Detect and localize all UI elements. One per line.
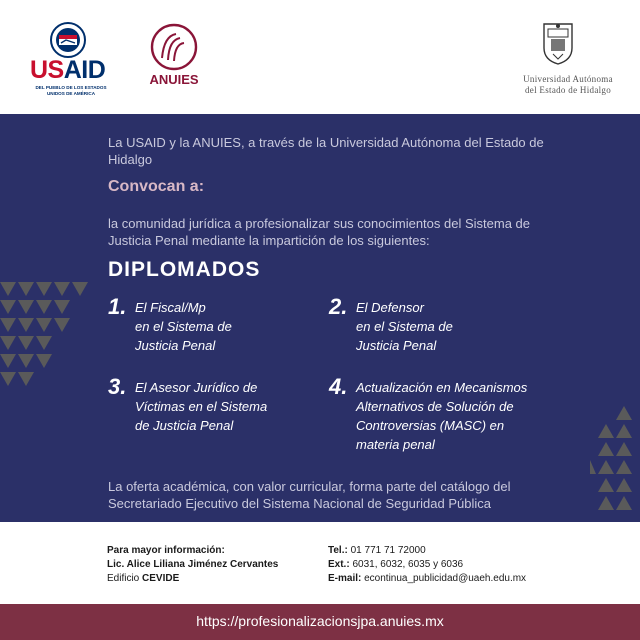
website-link[interactable]: https://profesionalizacionsjpa.anuies.mx — [196, 613, 444, 629]
contact-name: Lic. Alice Liliana Jiménez Cervantes — [107, 559, 279, 570]
convocan-heading: Convocan a: — [108, 178, 205, 195]
course-number: 1. — [108, 294, 127, 319]
announcement-panel — [0, 114, 640, 522]
anuies-wordmark: ANUIES — [149, 72, 199, 87]
course-number: 4. — [329, 374, 348, 399]
call-description: la comunidad jurídica a profesionalizar sus conocimientos del Sistema de Justicia Penal mediante la impartición de los siguientes: — [108, 216, 530, 248]
contact-person — [107, 544, 278, 586]
uaeh-name: Universidad Autónoma del Estado de Hidalgo — [523, 74, 613, 95]
contact-heading: Para mayor información: — [107, 545, 225, 556]
contact-details — [328, 544, 526, 586]
contact-section — [0, 522, 640, 604]
contact-phone[interactable]: Tel.: 01 771 71 72000 — [328, 545, 426, 556]
course-title: Actualización en Mecanismos Alternativos de Solución de Controversias (MASC) en materia penal — [356, 380, 528, 452]
anuies-logo — [142, 22, 206, 94]
anuies-emblem-icon — [142, 22, 206, 72]
course-title: El Defensor en el Sistema de Justicia Penal — [356, 300, 453, 353]
course-title: El Fiscal/Mp en el Sistema de Justicia Penal — [135, 300, 232, 353]
contact-email[interactable]: E-mail: econtinua_publicidad@uaeh.edu.mx — [328, 573, 527, 584]
contact-building: Edificio CEVIDE — [107, 573, 180, 584]
header — [0, 0, 640, 114]
intro-text: La USAID y la ANUIES, a través de la Universidad Autónoma del Estado de Hidalgo — [108, 135, 544, 167]
outro-text: La oferta académica, con valor curricular, forma parte del catálogo del Secretariado Ejecutivo del Sistema Nacional de Seguridad Pública — [108, 479, 511, 511]
contact-extensions: Ext.: 6031, 6032, 6035 y 6036 — [328, 559, 464, 570]
course-number: 2. — [329, 294, 348, 319]
course-number: 3. — [108, 374, 127, 399]
usaid-seal-icon — [50, 22, 86, 58]
uaeh-crest-icon — [541, 20, 575, 66]
usaid-subtitle: DEL PUEBLO DE LOS ESTADOS UNIDOS DE AMÉRICA — [35, 85, 107, 96]
triangle-pattern-left — [0, 282, 90, 392]
course-title: El Asesor Jurídico de Víctimas en el Sistema de Justicia Penal — [135, 380, 268, 433]
usaid-wordmark: USAID — [30, 56, 106, 84]
diplomados-heading: DIPLOMADOS — [108, 258, 261, 281]
uaeh-logo — [505, 20, 631, 100]
footer-bar — [0, 604, 640, 640]
triangle-pattern-right — [590, 406, 640, 516]
